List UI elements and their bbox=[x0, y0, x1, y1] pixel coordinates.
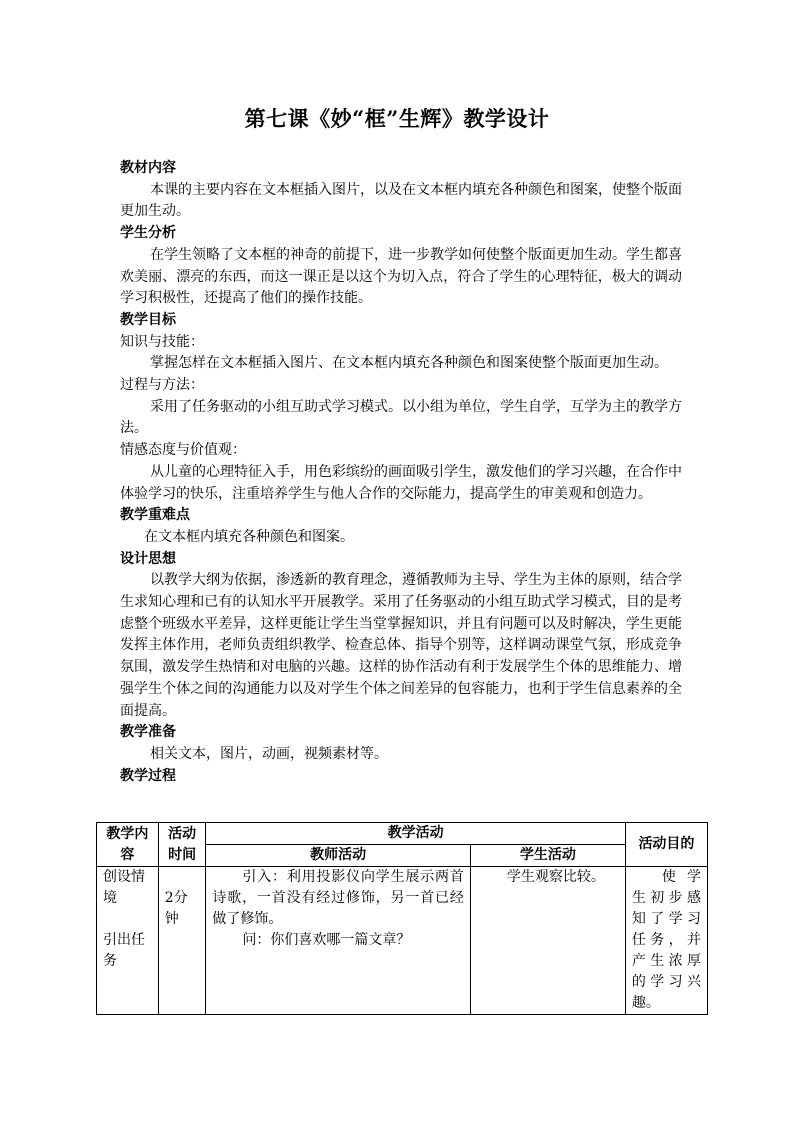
purpose-text: 使学生初步感知了学习任务，并产生浓厚的学习兴趣。 bbox=[631, 869, 701, 1011]
cell-purpose bbox=[625, 867, 707, 1015]
heading-students: 学生分析 bbox=[120, 225, 176, 242]
heading-design: 设计思想 bbox=[120, 550, 176, 567]
paragraph-prep: 相关文本，图片，动画，视频素材等。 bbox=[150, 745, 388, 762]
header-teacher: 教师活动 bbox=[206, 845, 470, 867]
cell-student bbox=[470, 867, 625, 1015]
content-line-2: 引出任务 bbox=[103, 932, 145, 969]
teacher-text-1: 引入：利用投影仪向学生展示两首诗歌，一首没有经过修饰，另一首已经做了修饰。 bbox=[212, 869, 464, 927]
header-content: 教学内容 bbox=[97, 823, 159, 867]
header-purpose: 活动目的 bbox=[625, 823, 707, 867]
paragraph-students: 在学生领略了文本框的神奇的前提下，进一步教学如何使整个版面更加生动。学生都喜欢美丽、漂亮的东西，而这一课正是以这个为切入点，符合了学生的心理特征，极大的调动学习积极性，还提高了他们的操作技能。 bbox=[120, 246, 682, 307]
heading-prep: 教学准备 bbox=[120, 724, 176, 741]
header-time: 活动时间 bbox=[158, 823, 206, 867]
document-title: 第七课《妙“框”生辉》教学设计 bbox=[244, 106, 550, 131]
teaching-process-table bbox=[96, 822, 708, 1015]
paragraph-difficulty: 在文本框内填充各种颜色和图案。 bbox=[144, 528, 354, 545]
paragraph-process: 采用了任务驱动的小组互助式学习模式。以小组为单位，学生自学，互学为主的教学方法。 bbox=[120, 398, 682, 437]
cell-content bbox=[97, 867, 159, 1015]
paragraph-knowledge: 掌握怎样在文本框插入图片、在文本框内填充各种颜色和图案使整个版面更加生动。 bbox=[150, 355, 668, 372]
document-body bbox=[120, 158, 682, 787]
teacher-text-2: 问：你们喜欢哪一篇文章？ bbox=[242, 932, 411, 948]
cell-time bbox=[158, 867, 206, 1015]
label-emotion: 情感态度与价值观： bbox=[120, 442, 246, 459]
paragraph-materials: 本课的主要内容在文本框插入图片，以及在文本框内填充各种颜色和图案，使整个版面更加生动。 bbox=[120, 181, 682, 220]
student-text: 学生观察比较。 bbox=[506, 869, 605, 885]
paragraph-design: 以教学大纲为依据，渗透新的教育理念，遵循教师为主导、学生为主体的原则，结合学生求知心理和已有的认知水平开展教学。采用了任务驱动的小组互助式学习模式，目的是考虑整个班级水平差异，这样更能让学生当堂掌握知识，并且有问题可以及时解决，学生更能发挥主体作用，老师负责组织教学、检查总体、指导个别等，这样调动课堂气氛，形成竞争氛围，激发学生热情和对电脑的兴趣。这样的协作活动有利于发展学生个体的思维能力、增强学生个体之间的沟通能力以及对学生个体之间差异的包容能力，也利于学生信息素养的全面提高。 bbox=[120, 572, 682, 719]
heading-difficulty: 教学重难点 bbox=[120, 507, 190, 524]
header-student: 学生活动 bbox=[470, 845, 625, 867]
label-process: 过程与方法： bbox=[120, 377, 204, 394]
table-header-row bbox=[97, 823, 708, 845]
table-row bbox=[97, 867, 708, 1015]
cell-teacher bbox=[206, 867, 470, 1015]
heading-process: 教学过程 bbox=[120, 767, 176, 784]
content-line-1: 创设情境 bbox=[103, 869, 145, 906]
heading-materials: 教材内容 bbox=[120, 160, 176, 176]
paragraph-emotion: 从儿童的心理特征入手，用色彩缤纷的画面吸引学生，激发他们的学习兴趣，在合作中体验学习的快乐，注重培养学生与他人合作的交际能力，提高学生的审美观和创造力。 bbox=[120, 463, 682, 502]
label-knowledge: 知识与技能： bbox=[120, 333, 204, 350]
heading-goals: 教学目标 bbox=[120, 311, 176, 328]
header-activity: 教学活动 bbox=[206, 823, 625, 845]
time-value: 2分钟 bbox=[164, 890, 188, 927]
